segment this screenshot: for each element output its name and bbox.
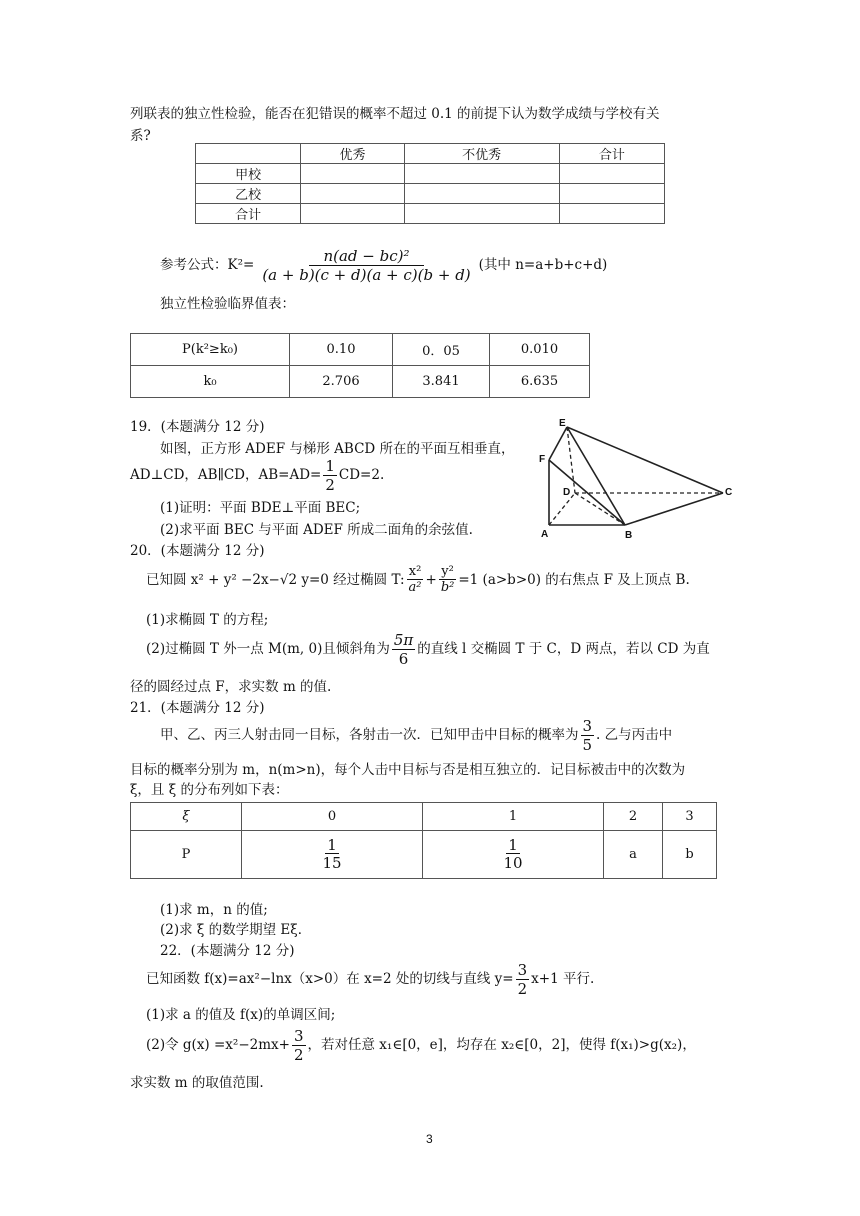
q22-line-1 xyxy=(146,962,594,998)
table-row xyxy=(196,204,665,224)
q22-title: 22．(本题满分 12 分) xyxy=(160,943,295,959)
table-cell: P(k²≥k₀) xyxy=(131,334,290,366)
q21-line-2: 目标的概率分别为 m，n(m>n)，每个人击中目标与否是相互独立的．记目标被击中的次数为 xyxy=(130,762,686,778)
edge-ad xyxy=(549,493,575,525)
table-cell xyxy=(559,204,664,224)
row-label: 乙校 xyxy=(196,184,301,204)
formula-fraction xyxy=(260,248,472,284)
q20-sub-2-line-2: 径的圆经过点 F，求实数 m 的值. xyxy=(130,679,332,695)
table-header-cell: 优秀 xyxy=(301,144,404,164)
q19-sub-2: (2)求平面 BEC 与平面 ADEF 所成二面角的余弦值. xyxy=(160,522,473,538)
table-cell xyxy=(404,204,559,224)
table-cell xyxy=(559,164,664,184)
table-cell: ξ xyxy=(131,803,242,831)
table-cell: 2.706 xyxy=(290,366,393,398)
table-cell xyxy=(404,184,559,204)
fraction-denominator: 6 xyxy=(398,649,409,668)
q20-sub-2-post: 的直线 l 交椭圆 T 于 C，D 两点，若以 CD 为直 xyxy=(417,641,710,658)
q19-sub-1: (1)证明：平面 BDE⊥平面 BEC; xyxy=(160,500,361,516)
edge-ec xyxy=(567,427,723,493)
formula-prefix: 参考公式：K²= xyxy=(160,257,255,274)
fraction-denominator: 10 xyxy=(503,854,523,873)
table-row xyxy=(131,803,717,831)
page-number: 3 xyxy=(426,1132,433,1146)
q21-line-1-pre: 甲、乙、丙三人射击同一目标，各射击一次．已知甲击中目标的概率为 xyxy=(160,727,579,744)
q22-line-1-post: x+1 平行. xyxy=(531,971,595,988)
table-header-cell: 不优秀 xyxy=(404,144,559,164)
table-cell: 0.10 xyxy=(290,334,393,366)
table-cell xyxy=(242,831,423,879)
fraction-denominator: 15 xyxy=(322,854,342,873)
q20-line-1-pre: 已知圆 x² + y² −2x−√2 y=0 经过椭圆 T: xyxy=(146,572,405,588)
q22-sub-2 xyxy=(146,1028,696,1064)
table-cell: 3.841 xyxy=(393,366,490,398)
q20-sub-1: (1)求椭圆 T 的方程; xyxy=(146,612,269,628)
q20-line-1-post: =1 (a>b>0) 的右焦点 F 及上顶点 B. xyxy=(458,572,690,588)
fraction-numerator: 3 xyxy=(582,717,593,735)
q22-sub-2-pre: (2)令 g(x) =x²−2mx+ xyxy=(146,1037,290,1054)
label-c: C xyxy=(725,487,733,498)
table-row xyxy=(131,831,717,879)
formula-suffix: (其中 n=a+b+c+d) xyxy=(478,257,608,274)
table-cell: a xyxy=(604,831,663,879)
intro-line-2: 系? xyxy=(130,128,151,144)
contingency-table xyxy=(195,143,665,224)
q21-line-1-post: . 乙与丙击中 xyxy=(596,727,673,744)
q22-line-1-pre: 已知函数 f(x)=ax²−lnx（x>0）在 x=2 处的切线与直线 y= xyxy=(146,971,514,988)
q21-line-1 xyxy=(160,718,672,754)
table-header-cell xyxy=(196,144,301,164)
q19-line-1: 如图，正方形 ADEF 与梯形 ABCD 所在的平面互相垂直， xyxy=(160,441,515,457)
fraction-numerator: 3 xyxy=(293,1027,304,1045)
table-cell: 0 xyxy=(242,803,423,831)
reference-formula xyxy=(160,248,607,284)
q19-title: 19．(本题满分 12 分) xyxy=(130,419,265,435)
q19-line-2 xyxy=(130,458,384,494)
q19-fraction xyxy=(323,458,337,494)
q19-line-2-pre: AD⊥CD，AB∥CD，AB=AD= xyxy=(130,467,322,484)
critical-table-title: 独立性检验临界值表： xyxy=(160,296,295,312)
table-cell: b xyxy=(663,831,717,879)
fraction-numerator: 1 xyxy=(508,835,518,854)
slope-fraction xyxy=(516,962,530,998)
fraction-denominator: 2 xyxy=(325,475,335,494)
formula-numerator: n(ad − bc)² xyxy=(309,248,423,266)
q20-line-1: 已知圆 x² + y² −2x−√2 y=0 经过椭圆 T: $\frac{\text{x²}}{\text{a²}}$ + $\frac{\text{y²}}{\text{b²}}$ =1 (a>b>0) 的右焦点 F 及上顶点 B. xyxy=(146,564,690,596)
geometry-figure xyxy=(535,415,745,545)
label-e: E xyxy=(559,418,566,429)
p0-fraction xyxy=(320,837,343,873)
fraction-denominator: 2 xyxy=(517,979,528,998)
q22-sub-1: (1)求 a 的值及 f(x)的单调区间; xyxy=(146,1007,336,1023)
table-header-cell: 合计 xyxy=(559,144,664,164)
edge-bc xyxy=(625,493,723,525)
critical-value-table xyxy=(130,333,590,398)
table-cell xyxy=(301,184,404,204)
q21-title: 21．(本题满分 12 分) xyxy=(130,700,265,716)
q20-title: 20．(本题满分 12 分) xyxy=(130,543,265,559)
table-cell: 0.010 xyxy=(490,334,590,366)
distribution-table xyxy=(130,802,717,879)
table-row xyxy=(196,164,665,184)
table-row xyxy=(131,366,590,398)
q20-sub-2-pre: (2)过椭圆 T 外一点 M(m, 0)且倾斜角为 xyxy=(146,641,390,658)
fraction-numerator: 1 xyxy=(327,835,337,854)
label-b: B xyxy=(625,530,633,541)
ellipse-term-x xyxy=(407,565,424,596)
probability-fraction xyxy=(581,718,595,754)
ellipse-term-y xyxy=(439,565,457,596)
q22-sub-2-post: ，若对任意 x₁∈[0，e]，均存在 x₂∈[0，2]，使得 f(x₁)>g(x₂)， xyxy=(307,1037,696,1054)
table-cell xyxy=(301,164,404,184)
table-cell: 1 xyxy=(423,803,604,831)
table-cell xyxy=(301,204,404,224)
constant-fraction xyxy=(292,1028,306,1064)
label-a: A xyxy=(541,529,549,540)
table-cell xyxy=(559,184,664,204)
edge-ed xyxy=(567,427,575,493)
q21-sub-2: (2)求 ξ 的数学期望 Eξ． xyxy=(160,922,312,938)
edge-ef xyxy=(549,427,567,460)
table-cell xyxy=(404,164,559,184)
intro-line-1: 列联表的独立性检验，能否在犯错误的概率不超过 0.1 的前提下认为数学成绩与学校有关 xyxy=(130,106,660,122)
edge-eb xyxy=(567,427,625,525)
q20-sub-2 xyxy=(146,632,710,668)
angle-fraction xyxy=(392,632,415,668)
p1-fraction xyxy=(501,837,524,873)
label-d: D xyxy=(563,487,571,498)
fraction-numerator: 3 xyxy=(517,961,528,979)
fraction-denominator: 2 xyxy=(293,1045,304,1064)
q21-sub-1: (1)求 m，n 的值; xyxy=(160,902,268,918)
formula-denominator: (a + b)(c + d)(a + c)(b + d) xyxy=(262,265,471,284)
table-cell: 3 xyxy=(663,803,717,831)
row-label: 合计 xyxy=(196,204,301,224)
table-cell: 6.635 xyxy=(490,366,590,398)
fraction-numerator: 5π xyxy=(393,631,414,649)
table-cell: P xyxy=(131,831,242,879)
q21-line-3: ξ，且 ξ 的分布列如下表： xyxy=(130,782,289,798)
row-label: 甲校 xyxy=(196,164,301,184)
table-cell: k₀ xyxy=(131,366,290,398)
label-f: F xyxy=(539,454,546,465)
fraction-denominator: a² xyxy=(408,580,422,596)
fraction-numerator: 1 xyxy=(325,457,335,475)
table-cell: 0．05 xyxy=(393,334,490,366)
table-row xyxy=(196,184,665,204)
fraction-denominator: 5 xyxy=(582,735,593,754)
fraction-denominator: b² xyxy=(440,580,455,596)
table-row xyxy=(131,334,590,366)
table-cell: 2 xyxy=(604,803,663,831)
q22-sub-2-line-2: 求实数 m 的取值范围. xyxy=(130,1075,264,1091)
q19-line-2-post: CD=2. xyxy=(338,467,385,484)
edge-db xyxy=(575,493,625,525)
table-cell xyxy=(423,831,604,879)
fraction-numerator: y² xyxy=(441,564,454,579)
fraction-numerator: x² xyxy=(408,564,422,579)
